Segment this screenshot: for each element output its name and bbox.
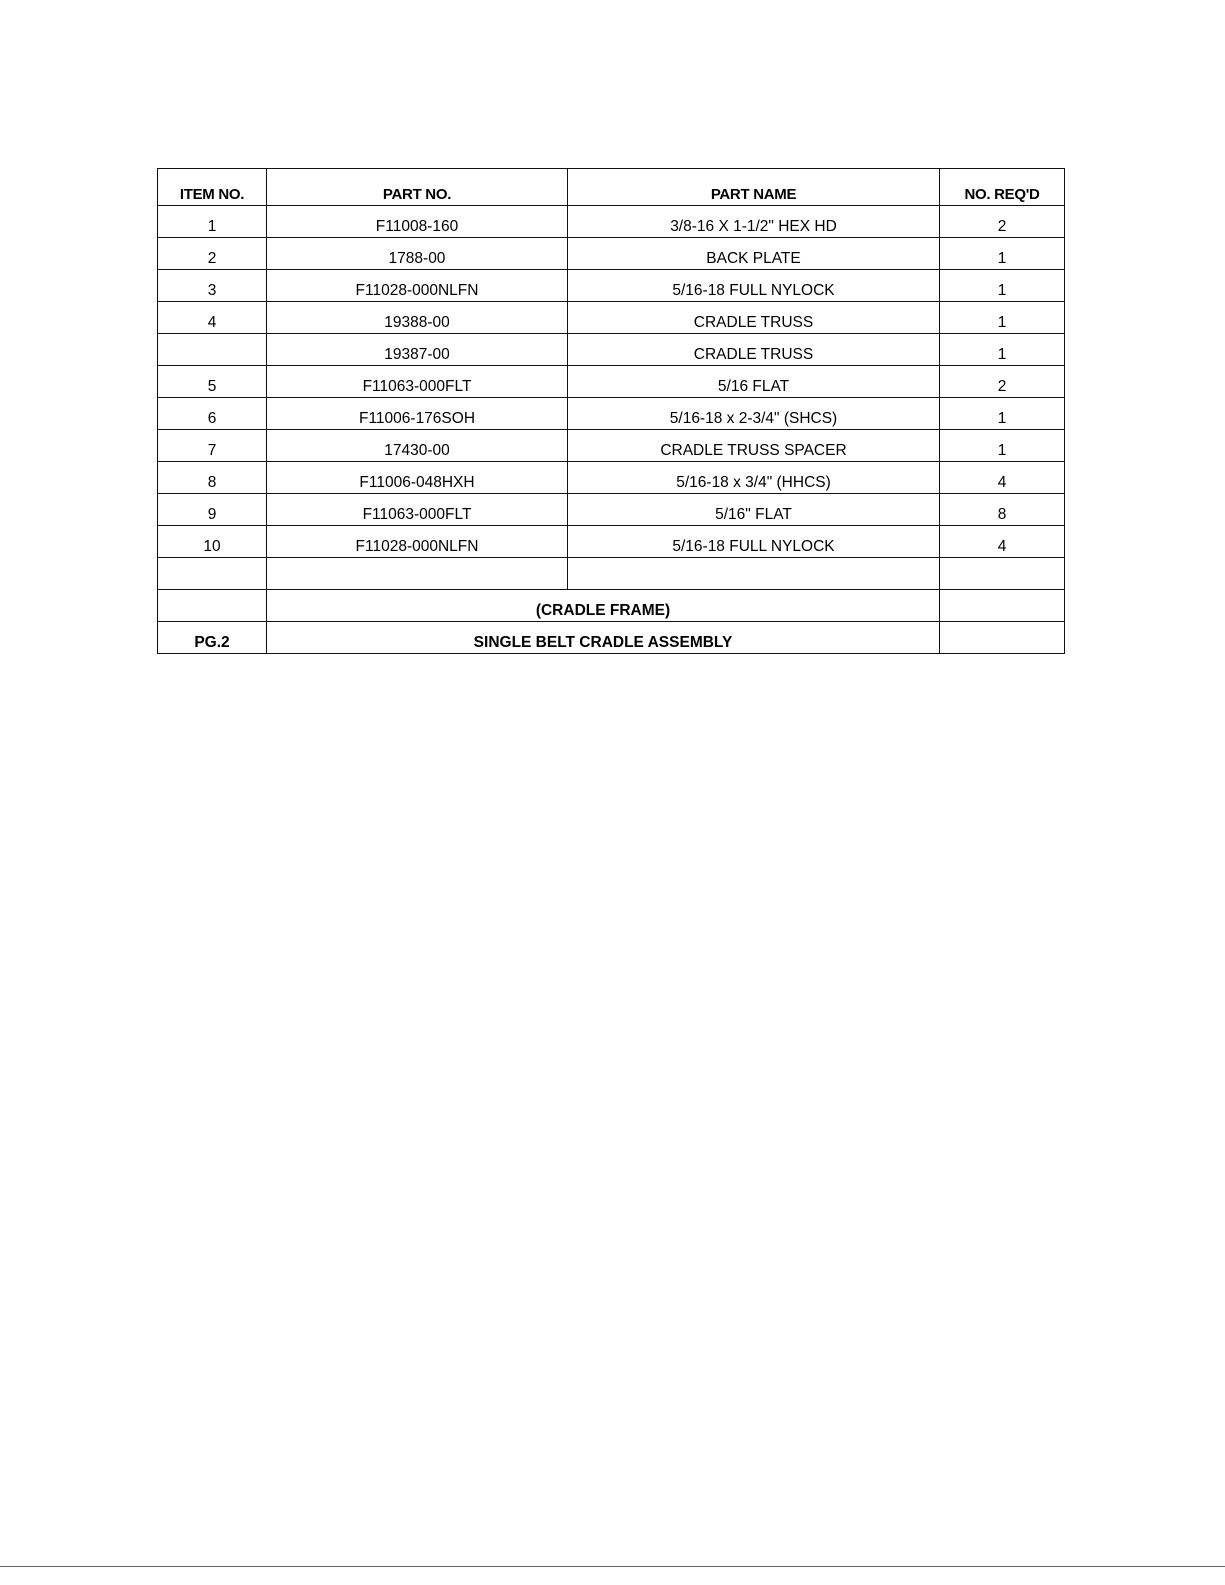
part-name-cell: 5/16" FLAT xyxy=(568,494,940,526)
page-bottom-rule xyxy=(0,1566,1225,1567)
empty-cell xyxy=(940,622,1065,654)
part-no-cell: F11028-000NLFN xyxy=(267,270,568,302)
part-no-cell: F11008-160 xyxy=(267,206,568,238)
item-no-cell: 9 xyxy=(158,494,267,526)
item-no-cell: 4 xyxy=(158,302,267,334)
qty-cell: 8 xyxy=(940,494,1065,526)
table-row xyxy=(158,238,1065,270)
empty-row xyxy=(158,558,1065,590)
part-no-cell: F11006-048HXH xyxy=(267,462,568,494)
qty-cell: 4 xyxy=(940,462,1065,494)
assembly-subtitle: (CRADLE FRAME) xyxy=(267,590,940,622)
item-no-cell: 2 xyxy=(158,238,267,270)
item-no-cell: 5 xyxy=(158,366,267,398)
item-no-cell: 1 xyxy=(158,206,267,238)
table-row xyxy=(158,334,1065,366)
part-name-cell: 5/16-18 x 2-3/4" (SHCS) xyxy=(568,398,940,430)
table-row xyxy=(158,270,1065,302)
empty-cell xyxy=(568,558,940,590)
item-no-cell: 10 xyxy=(158,526,267,558)
table-row xyxy=(158,430,1065,462)
qty-cell: 1 xyxy=(940,398,1065,430)
item-no-cell: 6 xyxy=(158,398,267,430)
qty-cell: 1 xyxy=(940,430,1065,462)
assembly-title: SINGLE BELT CRADLE ASSEMBLY xyxy=(267,622,940,654)
qty-cell: 1 xyxy=(940,270,1065,302)
part-no-cell: F11006-176SOH xyxy=(267,398,568,430)
qty-cell: 2 xyxy=(940,366,1065,398)
part-name-cell: CRADLE TRUSS xyxy=(568,302,940,334)
part-name-cell: CRADLE TRUSS xyxy=(568,334,940,366)
header-part-no: PART NO. xyxy=(267,169,568,206)
item-no-cell: 3 xyxy=(158,270,267,302)
part-name-cell: CRADLE TRUSS SPACER xyxy=(568,430,940,462)
part-no-cell: F11063-000FLT xyxy=(267,366,568,398)
table-row xyxy=(158,302,1065,334)
empty-cell xyxy=(158,590,267,622)
header-qty: NO. REQ'D xyxy=(940,169,1065,206)
qty-cell: 1 xyxy=(940,238,1065,270)
table-row xyxy=(158,398,1065,430)
part-name-cell: 5/16-18 x 3/4" (HHCS) xyxy=(568,462,940,494)
table-row xyxy=(158,494,1065,526)
part-no-cell: 17430-00 xyxy=(267,430,568,462)
part-name-cell: 5/16-18 FULL NYLOCK xyxy=(568,526,940,558)
page-reference: PG.2 xyxy=(158,622,267,654)
qty-cell: 2 xyxy=(940,206,1065,238)
empty-cell xyxy=(940,590,1065,622)
table-row xyxy=(158,206,1065,238)
item-no-cell: 8 xyxy=(158,462,267,494)
parts-list-sheet xyxy=(157,168,1064,654)
qty-cell: 1 xyxy=(940,302,1065,334)
empty-cell xyxy=(940,558,1065,590)
qty-cell: 1 xyxy=(940,334,1065,366)
table-row xyxy=(158,526,1065,558)
subtitle-row xyxy=(158,590,1065,622)
part-name-cell: BACK PLATE xyxy=(568,238,940,270)
part-name-cell: 3/8-16 X 1-1/2" HEX HD xyxy=(568,206,940,238)
empty-cell xyxy=(267,558,568,590)
part-no-cell: 19387-00 xyxy=(267,334,568,366)
table-row xyxy=(158,462,1065,494)
item-no-cell: 7 xyxy=(158,430,267,462)
part-no-cell: F11028-000NLFN xyxy=(267,526,568,558)
parts-list-table xyxy=(157,168,1065,654)
part-no-cell: 19388-00 xyxy=(267,302,568,334)
title-row xyxy=(158,622,1065,654)
qty-cell: 4 xyxy=(940,526,1065,558)
header-row xyxy=(158,169,1065,206)
part-no-cell: F11063-000FLT xyxy=(267,494,568,526)
part-name-cell: 5/16-18 FULL NYLOCK xyxy=(568,270,940,302)
header-item-no: ITEM NO. xyxy=(158,169,267,206)
header-part-name: PART NAME xyxy=(568,169,940,206)
table-row xyxy=(158,366,1065,398)
part-name-cell: 5/16 FLAT xyxy=(568,366,940,398)
item-no-cell xyxy=(158,334,267,366)
empty-cell xyxy=(158,558,267,590)
part-no-cell: 1788-00 xyxy=(267,238,568,270)
